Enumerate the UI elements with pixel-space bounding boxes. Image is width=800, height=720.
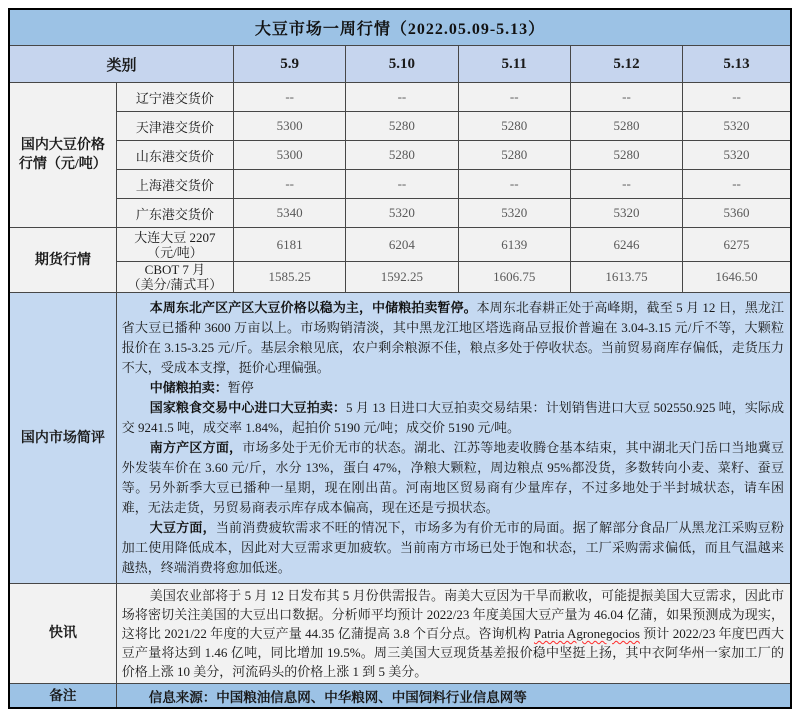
futures-cell: 1613.75 (570, 262, 682, 293)
contract-label-line: CBOT 7 月 (144, 262, 206, 277)
price-cell: -- (570, 170, 682, 199)
paragraph-body: 当前消费疲软需求不旺的情况下，市场多为有价无市的局面。据了解部分食品厂从黑龙江采购豆粉加工使用降低成本，因此对大豆需求更加疲软。当前南方市场已处于饱和状态，工厂采购需求偏低，而且气温越来越热，终端消费将愈加低迷。 (121, 520, 784, 575)
futures-cell: 1585.25 (234, 262, 346, 293)
price-cell: 5280 (346, 141, 458, 170)
futures-cell: 6275 (683, 228, 791, 262)
section-label-news: 快讯 (9, 584, 116, 684)
news-text (116, 584, 791, 684)
news-spellcheck-term: Patria Agronegocios (534, 626, 640, 641)
paragraph-lead: 南方产区方面， (149, 440, 243, 455)
table-row (9, 584, 791, 684)
price-cell: -- (346, 170, 458, 199)
table-row (9, 170, 791, 199)
price-cell: -- (458, 83, 570, 112)
table-row (9, 293, 791, 584)
contract-label-line: （美分/蒲式耳） (127, 277, 223, 292)
review-paragraph-south (122, 438, 784, 518)
futures-cell: 6139 (458, 228, 570, 262)
price-cell: -- (683, 170, 791, 199)
price-cell: 5280 (570, 112, 682, 141)
futures-cell: 6204 (346, 228, 458, 262)
port-label-liaoning: 辽宁港交货价 (116, 83, 233, 112)
market-review-text (116, 293, 791, 584)
futures-cell: 1606.75 (458, 262, 570, 293)
column-header-category: 类别 (9, 46, 234, 83)
page-title: 大豆市场一周行情（2022.05.09-5.13） (9, 9, 791, 46)
contract-label-cbot (116, 262, 233, 293)
price-cell: 5320 (683, 141, 791, 170)
price-cell: 5340 (234, 199, 346, 228)
price-cell: -- (234, 83, 346, 112)
review-paragraph-sinograin (122, 378, 784, 398)
column-header-date-1: 5.9 (234, 46, 346, 83)
section-label-line: 行情（元/吨） (18, 157, 107, 172)
news-paragraph (122, 586, 784, 681)
paragraph-body: 市场多处于无价无市的状态。湖北、江苏等地麦收腾仓基本结束，其中湖北天门岳口当地冀豆外发装车价在 3.60 元/斤，水分 13%，蛋白 47%，净粮大颗粒，周边粮点 95%都没货，多数转向小麦、菜籽、蚕豆等。另外新季大豆已播种一星期，现在刚出苗。河南地区贸易商有少量库存，不过多地处于半封城状态，请车困难，无法走货，另贸易商表示库存成本偏高，现在还是亏损状态。 (121, 440, 784, 515)
section-label-remark: 备注 (9, 684, 116, 709)
futures-cell: 1592.25 (346, 262, 458, 293)
contract-label-dalian (116, 228, 233, 262)
column-header-date-5: 5.13 (683, 46, 791, 83)
info-source-text: 信息来源：中国粮油信息网、中华粮网、中国饲料行业信息网等 (116, 684, 791, 709)
price-cell: 5320 (346, 199, 458, 228)
section-label-market-review: 国内市场简评 (9, 293, 116, 584)
futures-cell: 1646.50 (683, 262, 791, 293)
table-row (9, 112, 791, 141)
price-cell: 5320 (683, 112, 791, 141)
paragraph-lead: 国家粮食交易中心进口大豆拍卖： (149, 400, 346, 415)
column-header-date-2: 5.10 (346, 46, 458, 83)
port-label-tianjin: 天津港交货价 (116, 112, 233, 141)
soybean-weekly-market-table (8, 8, 792, 709)
news-text-before: 美国农业部将于 5 月 12 日发布其 5 月份供需报告。南美大豆因为干旱而歉收，可能提振美国大豆需求，因此市场将密切关注美国的大豆出口数据。分析师平均预计 2022/23 年度美国大豆产量为 46.04 亿蒲，如果预测成为现实，这将比 2021/22 年度的大豆产量 44.35 亿蒲提高 3.8 个百分点。咨询机构 (121, 588, 784, 641)
port-label-shanghai: 上海港交货价 (116, 170, 233, 199)
paragraph-body: 暂停 (227, 380, 254, 395)
price-cell: 5280 (458, 141, 570, 170)
column-header-date-4: 5.12 (570, 46, 682, 83)
price-cell: 5320 (458, 199, 570, 228)
section-label-futures: 期货行情 (9, 228, 116, 293)
review-paragraph-northeast (122, 298, 784, 378)
price-cell: -- (458, 170, 570, 199)
contract-label-line: 大连大豆 2207 (134, 229, 216, 245)
column-header-date-3: 5.11 (458, 46, 570, 83)
table-row (9, 141, 791, 170)
price-cell: 5300 (234, 112, 346, 141)
paragraph-lead: 本周东北产区产区大豆价格以稳为主，中储粮拍卖暂停。 (149, 300, 477, 315)
price-cell: -- (683, 83, 791, 112)
price-cell: 5280 (570, 141, 682, 170)
price-cell: -- (346, 83, 458, 112)
table-row (9, 9, 791, 46)
paragraph-body: 5 月 13 日进口大豆拍卖交易结果：计划销售进口大豆 502550.925 吨，实际成交 9241.5 吨，成交率 1.84%，起拍价 5190 元/吨；成交价 5190 元/吨。 (121, 400, 784, 435)
price-cell: 5280 (458, 112, 570, 141)
futures-cell: 6246 (570, 228, 682, 262)
paragraph-body: 本周东北春耕正处于高峰期，截至 5 月 12 日，黑龙江省大豆已播种 3600 万亩以上。市场购销清淡，其中黑龙江地区塔选商品豆报价普遍在 3.04-3.15 元/斤不等，大颗粒报价在 3.15-3.25 元/斤。基层余粮见底，农户剩余粮源不佳，粮点多处于停收状态。当前贸易商库存偏低，走货压力不大，受成本支撑，挺价心理偏强。 (121, 300, 784, 375)
price-cell: 5320 (570, 199, 682, 228)
paragraph-lead: 中储粮拍卖： (149, 380, 228, 395)
table-row (9, 262, 791, 293)
contract-label-line: （元/吨） (147, 244, 203, 260)
section-label-domestic-price (9, 83, 116, 228)
price-cell: 5280 (346, 112, 458, 141)
price-cell: 5300 (234, 141, 346, 170)
table-row (9, 46, 791, 83)
table-row (9, 684, 791, 709)
table-row (9, 199, 791, 228)
news-text-after: 预计 2022/23 年度巴西大豆产量将达到 1.46 亿吨，同比增加 19.5%。周三美国大豆现货基差报价稳中坚挺上扬，其中衣阿华州一家加工厂的价格上涨 10 美分，河流码头的价格上涨 1 到 5 美分。 (121, 626, 784, 679)
price-cell: -- (570, 83, 682, 112)
table-row (9, 228, 791, 262)
port-label-shandong: 山东港交货价 (116, 141, 233, 170)
futures-cell: 6181 (234, 228, 346, 262)
price-cell: 5360 (683, 199, 791, 228)
port-label-guangdong: 广东港交货价 (116, 199, 233, 228)
paragraph-lead: 大豆方面， (149, 520, 216, 535)
review-paragraph-auction (122, 398, 784, 438)
section-label-line: 国内大豆价格 (20, 138, 105, 153)
table-row (9, 83, 791, 112)
price-cell: -- (234, 170, 346, 199)
review-paragraph-soybean (122, 518, 784, 578)
